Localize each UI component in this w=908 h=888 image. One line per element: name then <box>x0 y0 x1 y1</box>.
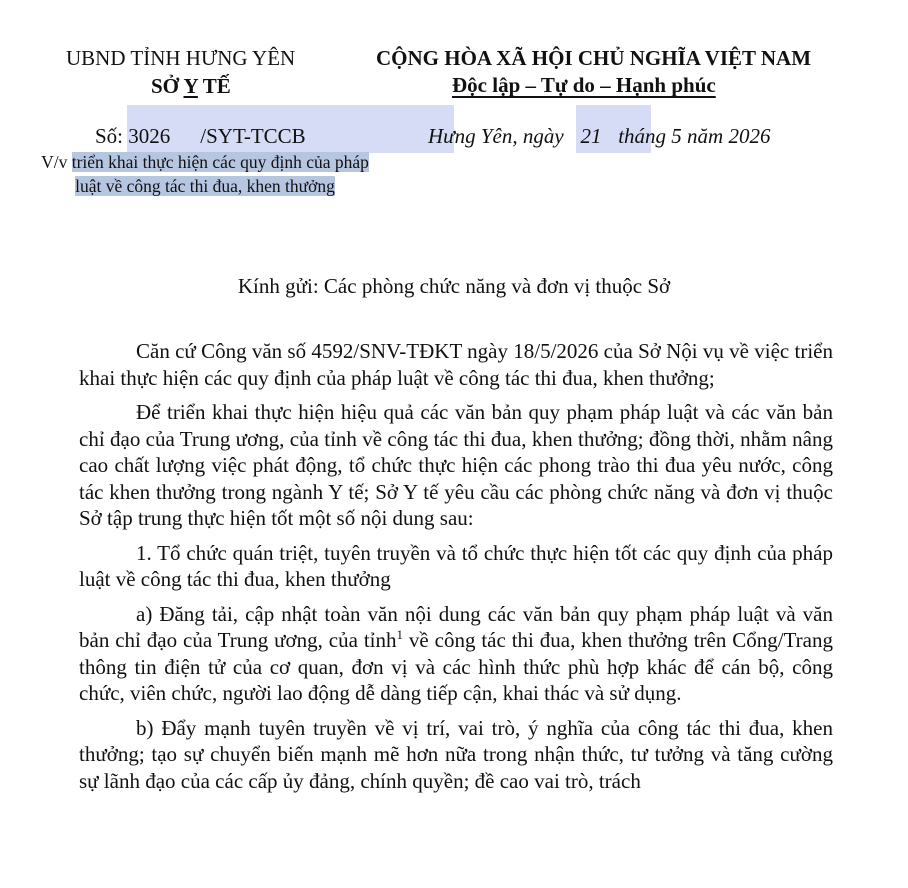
footnote-ref[interactable]: 1 <box>396 627 403 642</box>
document-number-value[interactable]: 3026 <box>128 124 171 148</box>
document-body <box>79 338 833 802</box>
document-number: Số: 3026 /SYT-TCCB <box>95 124 306 148</box>
issuing-authority: UBND TỈNH HƯNG YÊN <box>66 46 296 70</box>
national-motto: Độc lập – Tự do – Hạnh phúc <box>452 73 716 97</box>
department-name-underlined: Y <box>183 74 198 98</box>
recipient-line: Kính gửi: Các phòng chức năng và đơn vị thuộc Sở <box>237 274 671 298</box>
document-date: Hưng Yên, ngày 21 tháng 5 năm 2026 <box>428 124 771 148</box>
paragraph-item-a: a) Đăng tải, cập nhật toàn văn nội dung các văn bản quy phạm pháp luật và văn bản chỉ đạo của Trung ương, của tỉnh$^1$ về công tác thi đua, khen thưởng trên Cổng/Trang thông tin điện tử của cơ quan, đơn vị và các hình thức phù hợp khác để cán bộ, công chức, viên chức, người lao động dễ dàng tiếp cận, khai thác và sử dụng. <box>79 601 833 705</box>
paragraph-legal-basis: Căn cứ Công văn số 4592/SNV-TĐKT ngày 18/5/2026 của Sở Nội vụ về việc triển khai thực hiện các quy định của pháp luật về công tác thi đua, khen thưởng; <box>79 339 833 390</box>
department-name: SỞ Y TẾ <box>151 74 231 98</box>
document-subject: V/v triển khai thực hiện các quy định của pháp luật về công tác thi đua, khen thưởng <box>41 152 369 196</box>
national-title: CỘNG HÒA XÃ HỘI CHỦ NGHĨA VIỆT NAM <box>376 46 812 70</box>
paragraph-section-1: 1. Tổ chức quán triệt, tuyên truyền và tổ chức thực hiện tốt các quy định của pháp luật về công tác thi đua, khen thưởng <box>79 540 833 591</box>
document-subject-text[interactable]: triển khai thực hiện các quy định của pháp luật về công tác thi đua, khen thưởng <box>71 152 369 196</box>
document-date-day[interactable]: 21 <box>580 124 602 148</box>
paragraph-item-b: b) Đẩy mạnh tuyên truyền về vị trí, vai trò, ý nghĩa của công tác thi đua, khen thưởng; tạo sự chuyển biến mạnh mẽ hơn nữa trong nhận thức, tư tưởng và tăng cường sự lãnh đạo của các cấp ủy đảng, chính quyền; đề cao vai trò, trách <box>79 715 833 793</box>
paragraph-purpose: Để triển khai thực hiện hiệu quả các văn bản quy phạm pháp luật và các văn bản chỉ đạo của Trung ương, của tỉnh về công tác thi đua, khen thưởng; đồng thời, nhằm nâng cao chất lượng việc phát động, tổ chức thực hiện các phong trào thi đua yêu nước, công tác khen thưởng trong ngành Y tế; Sở Y tế yêu cầu các phòng chức năng và đơn vị thuộc Sở tập trung thực hiện tốt một số nội dung sau: <box>79 400 833 530</box>
